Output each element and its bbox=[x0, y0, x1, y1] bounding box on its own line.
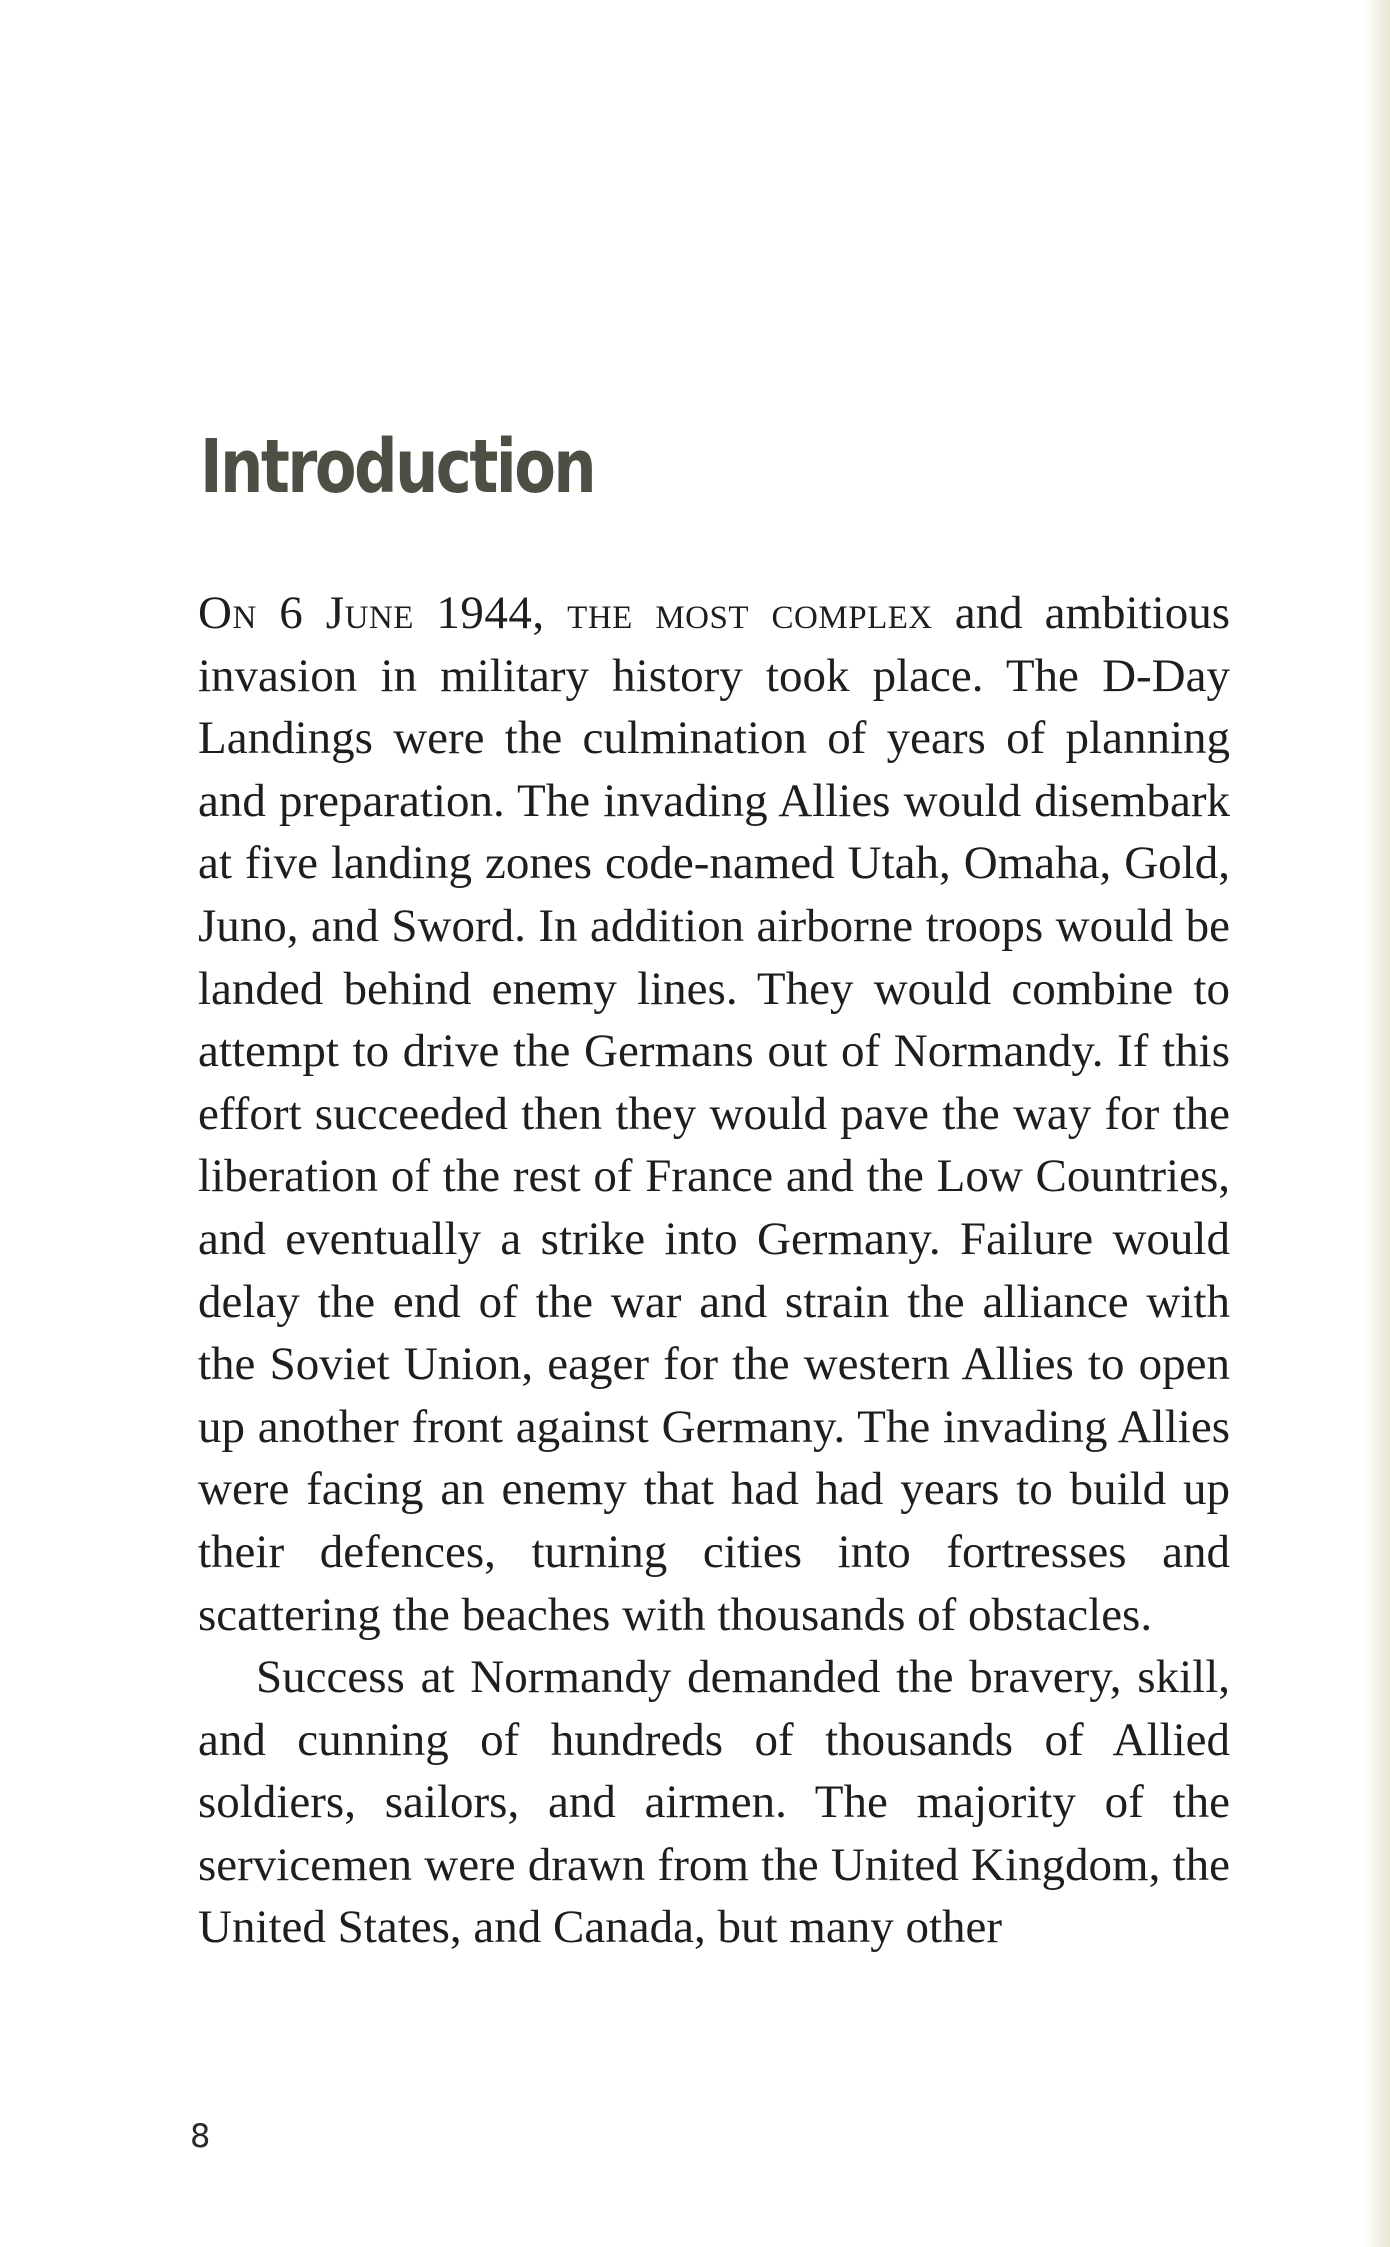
paragraph-1 bbox=[198, 582, 1230, 1646]
body-text bbox=[198, 582, 1230, 1959]
spine-shadow bbox=[1364, 0, 1390, 2247]
paragraph-2-text: Success at Normandy demanded the bravery, skill, and cunning of hundreds of thousands of Allied soldiers, sailors, and airmen. The majority of the servicemen were drawn from the United Kingdom, the United States, and Canada, but many other bbox=[198, 1651, 1230, 1954]
paragraph-2 bbox=[198, 1646, 1230, 1959]
chapter-title: Introduction bbox=[200, 424, 595, 510]
paragraph-1-text: and ambitious invasion in military history took place. The D-Day Landings were the culmination of years of planning and preparation. The invading Allies would disembark at five landing zones code-named Utah, Omaha, Gold, Juno, and Sword. In addition airborne troops would be landed behind enemy lines. They would combine to attempt to drive the Germans out of Normandy. If this effort succeeded then they would pave the way for the liberation of the rest of France and the Low Countries, and eventually a strike into Germany. Failure would delay the end of the war and strain the alliance with the Soviet Union, eager for the western Allies to open up another front against Germany. The invading Allies were facing an enemy that had had years to build up their defences, turning cities into fortresses and scattering the beaches with thousands of obstacles. bbox=[198, 587, 1231, 1641]
paragraph-lead-in: On 6 June 1944, the most complex bbox=[198, 587, 933, 639]
page-number: 8 bbox=[190, 2117, 211, 2155]
